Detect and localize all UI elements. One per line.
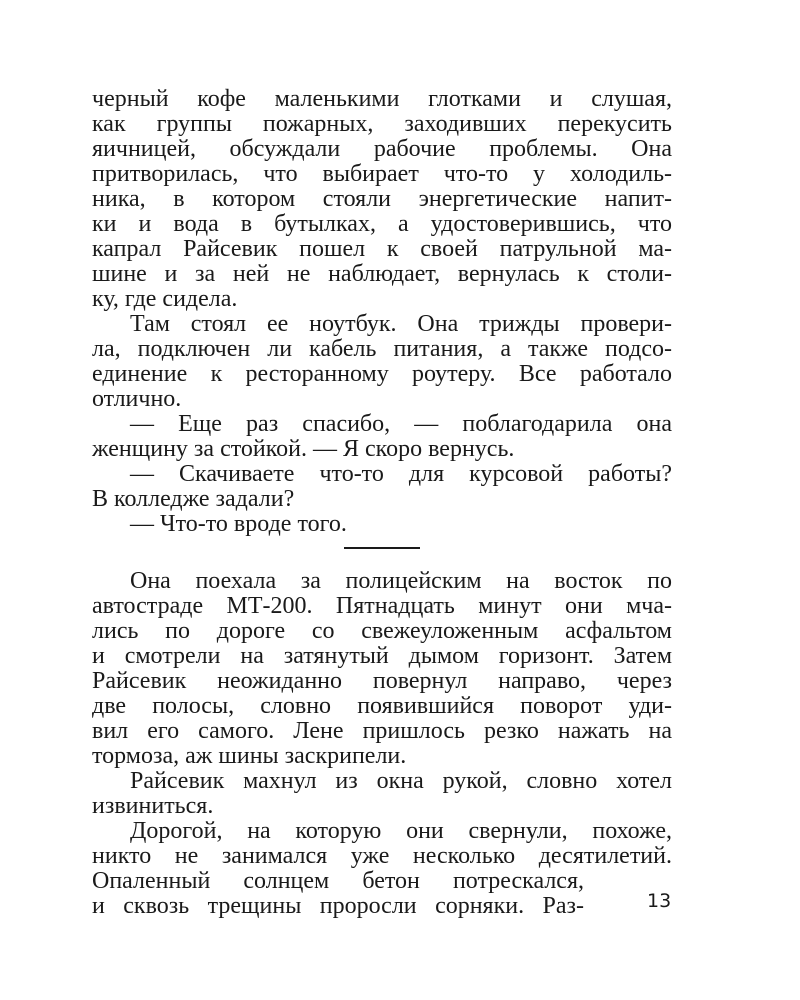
text-line: две полосы, словно появившийся поворот уди- xyxy=(92,693,672,719)
text-line: ника, в котором стояли энергетические напит- xyxy=(92,186,672,212)
paragraph-first-line: Она поехала за полицейским на восток по xyxy=(130,568,672,594)
text-line: В колледже задали? xyxy=(92,486,295,512)
text-line: тормоза, аж шины заскрипели. xyxy=(92,743,407,769)
paragraph-first-line: Райсевик махнул из окна рукой, словно хотел xyxy=(130,768,672,794)
dialogue-line: — Скачиваете что-то для курсовой работы? xyxy=(130,461,672,487)
page-number: 13 xyxy=(647,890,672,912)
text-line: ла, подключен ли кабель питания, а также подсо- xyxy=(92,336,672,362)
paragraph-first-line: Там стоял ее ноутбук. Она трижды провери- xyxy=(130,311,672,337)
paragraph-first-line: Дорогой, на которую они свернули, похоже, xyxy=(130,818,672,844)
text-line: ку, где сидела. xyxy=(92,286,238,312)
text-line: притворилась, что выбирает что-то у холодиль- xyxy=(92,161,672,187)
text-line: капрал Райсевик пошел к своей патрульной ма- xyxy=(92,236,672,262)
text-line: женщину за стойкой. — Я скоро вернусь. xyxy=(92,436,515,462)
text-line: ки и вода в бутылках, а удостоверившись, что xyxy=(92,211,672,237)
text-line: автостраде МТ-200. Пятнадцать минут они мча- xyxy=(92,593,672,619)
text-line: лись по дороге со свежеуложенным асфальтом xyxy=(92,618,672,644)
text-line: Опаленный солнцем бетон потрескался, xyxy=(92,868,584,894)
dialogue-line: — Еще раз спасибо, — поблагодарила она xyxy=(130,411,672,437)
text-line: как группы пожарных, заходивших перекусить xyxy=(92,111,672,137)
section-divider xyxy=(344,547,420,549)
text-line: шине и за ней не наблюдает, вернулась к столи- xyxy=(92,261,672,287)
text-line: извиниться. xyxy=(92,793,214,819)
text-line: отлично. xyxy=(92,386,182,412)
text-line: и смотрели на затянутый дымом горизонт. Затем xyxy=(92,643,672,669)
text-line: никто не занимался уже несколько десятилетий. xyxy=(92,843,672,869)
text-line: черный кофе маленькими глотками и слушая, xyxy=(92,86,672,112)
text-line: Райсевик неожиданно повернул направо, через xyxy=(92,668,672,694)
text-line: вил его самого. Лене пришлось резко нажать на xyxy=(92,718,672,744)
dialogue-line: — Что-то вроде того. xyxy=(130,511,347,537)
text-line: и сквозь трещины проросли сорняки. Раз- xyxy=(92,893,584,919)
text-line: яичницей, обсуждали рабочие проблемы. Она xyxy=(92,136,672,162)
text-line: единение к ресторанному роутеру. Все работало xyxy=(92,361,672,387)
